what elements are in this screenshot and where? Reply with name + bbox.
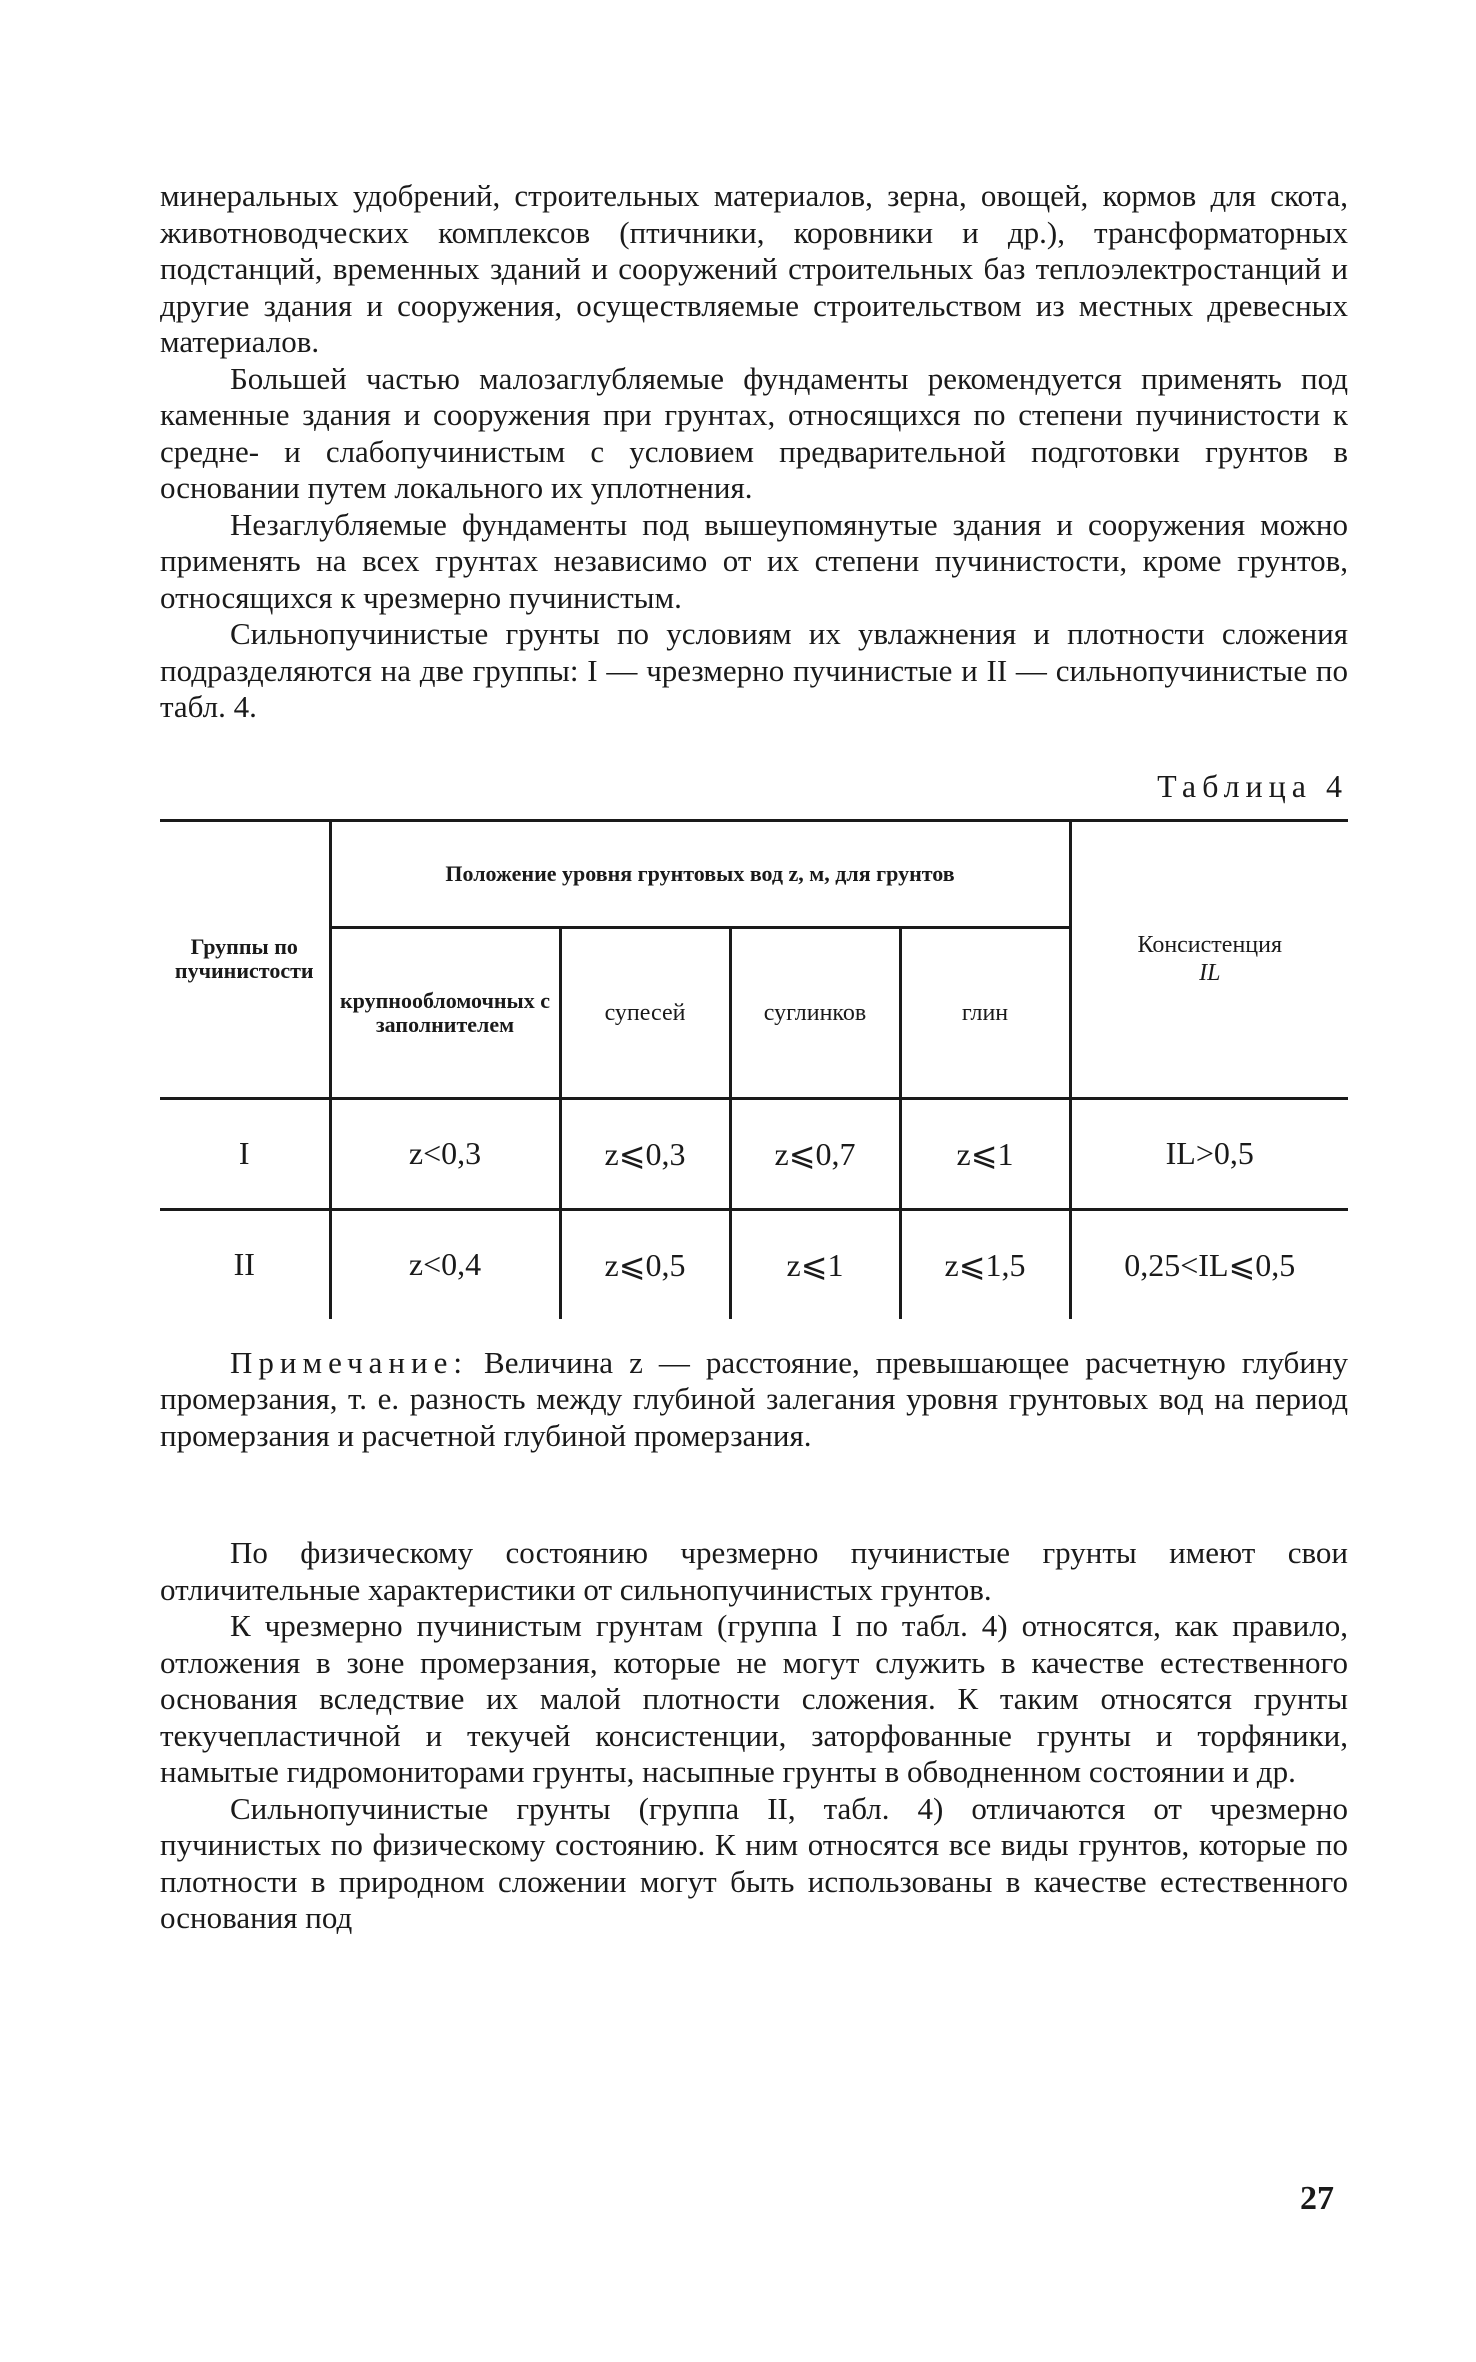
header-loam: суглинков	[730, 927, 900, 1098]
note-label: Примечание:	[230, 1344, 468, 1380]
paragraph-continued: минеральных удобрений, строительных материалов, зерна, овощей, кормов для скота, животноводческих комплексов (птичники, коровники и др.), трансформаторных подстанций, временных зданий и сооружений строительных баз теплоэлектростанций и другие здания и сооружения, осуществляемые строительством из местных древесных материалов.	[160, 178, 1348, 359]
header-groundwater-level: Положение уровня грунтовых вод z, м, для грунтов	[330, 820, 1070, 927]
table-row	[160, 1209, 1348, 1319]
note-text: Величина z — расстояние, превышающее расчетную глубину промерзания, т. е. разность между глубиной залегания уровня грунтовых вод на период промерзания и расчетной глубиной промерзания.	[160, 1344, 1349, 1453]
paragraph-shallow-foundations: Большей частью малозаглубляемые фундаменты рекомендуется применять под каменные здания и сооружения при грунтах, относящихся по степени пучинистости к средне- и слабопучинистым с условием предварительной подготовки грунтов в основании путем локального их уплотнения.	[160, 360, 1348, 505]
page-number: 27	[1300, 2180, 1334, 2217]
cell-coarse: z<0,4	[330, 1209, 560, 1319]
header-consistency-label: Консистенция	[1137, 932, 1283, 958]
cell-consistency: IL>0,5	[1070, 1098, 1348, 1209]
cell-clay: z⩽1,5	[900, 1209, 1070, 1319]
table-note	[160, 1345, 1348, 1455]
paragraph-heaving-groups: Сильнопучинистые грунты по условиям их увлажнения и плотности сложения подразделяются на две группы: I — чрезмерно пучинистые и II — сильнопучинистые по табл. 4.	[160, 616, 1348, 724]
paragraph-group-two: Сильнопучинистые грунты (группа II, табл. 4) отличаются от чрезмерно пучинистых по физическому состоянию. К ним относятся все виды грунтов, которые по плотности в природном сложении могут быть использованы в качестве естественного основания под	[160, 1790, 1348, 1935]
cell-coarse: z<0,3	[330, 1098, 560, 1209]
page-content	[160, 178, 1348, 1937]
header-group: Группы по пучинистости	[160, 820, 330, 1098]
cell-group: II	[233, 1246, 255, 1282]
cell-sandy-loam: z⩽0,5	[560, 1209, 730, 1319]
header-consistency-symbol: IL	[1199, 960, 1221, 986]
table-caption: Таблица 4	[1157, 767, 1348, 804]
table-row	[160, 1098, 1348, 1209]
header-sandy-loam: супесей	[560, 927, 730, 1098]
cell-loam: z⩽0,7	[730, 1098, 900, 1209]
cell-sandy-loam: z⩽0,3	[560, 1098, 730, 1209]
spacer	[160, 1485, 1348, 1535]
cell-clay: z⩽1	[900, 1098, 1070, 1209]
header-coarse: крупнообломочных с заполнителем	[330, 927, 560, 1098]
cell-consistency: 0,25<IL⩽0,5	[1070, 1209, 1348, 1319]
heaving-soil-table	[160, 819, 1348, 1319]
header-clay: глин	[900, 927, 1070, 1098]
paragraph-group-one: К чрезмерно пучинистым грунтам (группа I по табл. 4) относятся, как правило, отложения в зоне промерзания, которые не могут служить в качестве естественного основания вследствие их малой плотности сложения. К таким относятся грунты текучепластичной и текучей консистенции, заторфованные грунты и торфяники, намытые гидромониторами грунты, насыпные грунты в обводненном состоянии и др.	[160, 1608, 1348, 1789]
paragraph-physical-state: По физическому состоянию чрезмерно пучинистые грунты имеют свои отличительные характеристики от сильнопучинистых грунтов.	[160, 1535, 1348, 1607]
header-consistency	[1070, 820, 1348, 1098]
cell-loam: z⩽1	[730, 1209, 900, 1319]
cell-group: I	[160, 1098, 330, 1209]
paragraph-nonburied-foundations: Незаглубляемые фундаменты под вышеупомянутые здания и сооружения можно применять на всех грунтах независимо от их степени пучинистости, кроме грунтов, относящихся к чрезмерно пучинистым.	[160, 506, 1348, 615]
